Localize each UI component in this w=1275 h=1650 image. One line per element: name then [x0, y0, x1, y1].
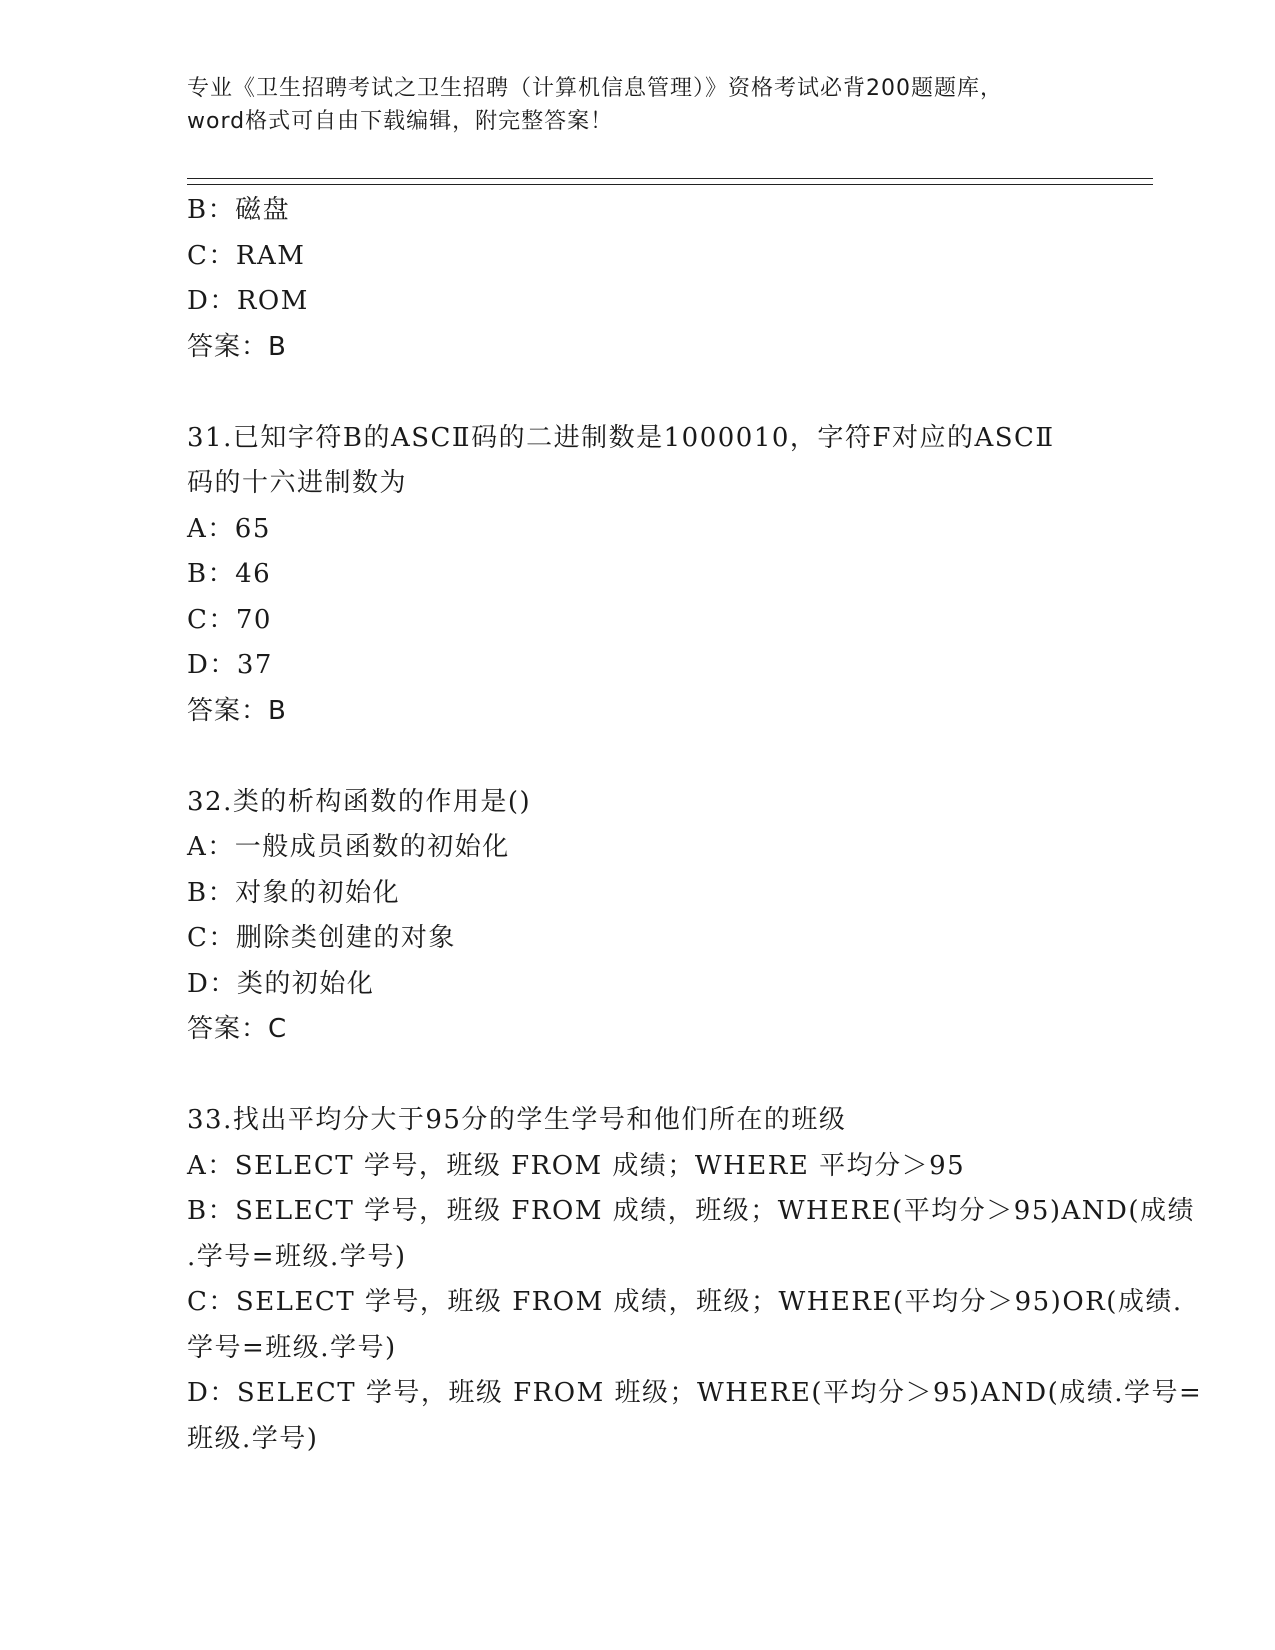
- option-c-line-1: C：SELECT 学号，班级 FROM 成绩，班级；WHERE(平均分＞95)OR(成绩.: [187, 1287, 1183, 1317]
- question-31: [187, 416, 1087, 735]
- option-b: B：对象的初始化: [187, 877, 401, 908]
- answer-label: 答案：B: [187, 331, 287, 362]
- option-a: A：65: [187, 513, 271, 544]
- option-b: B：磁盘: [187, 195, 291, 225]
- option-d: D：ROM: [187, 286, 309, 316]
- answer-label: 答案：C: [187, 1014, 288, 1044]
- option-b: B：46: [187, 559, 272, 589]
- header-title-line-1: 专业《卫生招聘考试之卫生招聘（计算机信息管理）》资格考试必背200题题库，: [187, 76, 1003, 101]
- option-a: A：SELECT 学号，班级 FROM 成绩；WHERE 平均分＞95: [187, 1150, 966, 1181]
- option-c: C：RAM: [187, 240, 306, 271]
- option-b-line-2: .学号=班级.学号): [187, 1241, 407, 1272]
- option-c-line-2: 学号=班级.学号): [187, 1332, 397, 1363]
- option-d: D：37: [187, 650, 273, 680]
- question-32: [187, 780, 1087, 1053]
- option-c: C：删除类创建的对象: [187, 923, 456, 953]
- question-text: 33.找出平均分大于95分的学生学号和他们所在的班级: [187, 1105, 847, 1135]
- header-divider-bottom: [187, 184, 1153, 185]
- option-d: D：类的初始化: [187, 968, 375, 999]
- question-33: [187, 1098, 1203, 1462]
- option-a: A：一般成员函数的初始化: [187, 832, 510, 862]
- header-divider-top: [187, 178, 1153, 179]
- option-c: C：70: [187, 604, 272, 635]
- question-text: 32.类的析构函数的作用是(): [187, 786, 532, 817]
- document-header: [187, 72, 1087, 138]
- option-d-line-1: D：SELECT 学号，班级 FROM 班级；WHERE(平均分＞95)AND(成绩.学号=: [187, 1378, 1203, 1408]
- question-text-line-1: 31.已知字符B的ASCⅡ码的二进制数是1000010，字符F对应的ASCⅡ: [187, 422, 1055, 453]
- question-30-tail: [187, 188, 1087, 370]
- header-title-line-2: word格式可自由下载编辑，附完整答案！: [187, 109, 614, 134]
- question-list: [187, 188, 1203, 1462]
- option-b-line-1: B：SELECT 学号，班级 FROM 成绩，班级；WHERE(平均分＞95)AND(成绩: [187, 1196, 1196, 1226]
- answer-label: 答案：B: [187, 695, 287, 726]
- question-text-line-2: 码的十六进制数为: [187, 468, 408, 498]
- option-d-line-2: 班级.学号): [187, 1423, 319, 1454]
